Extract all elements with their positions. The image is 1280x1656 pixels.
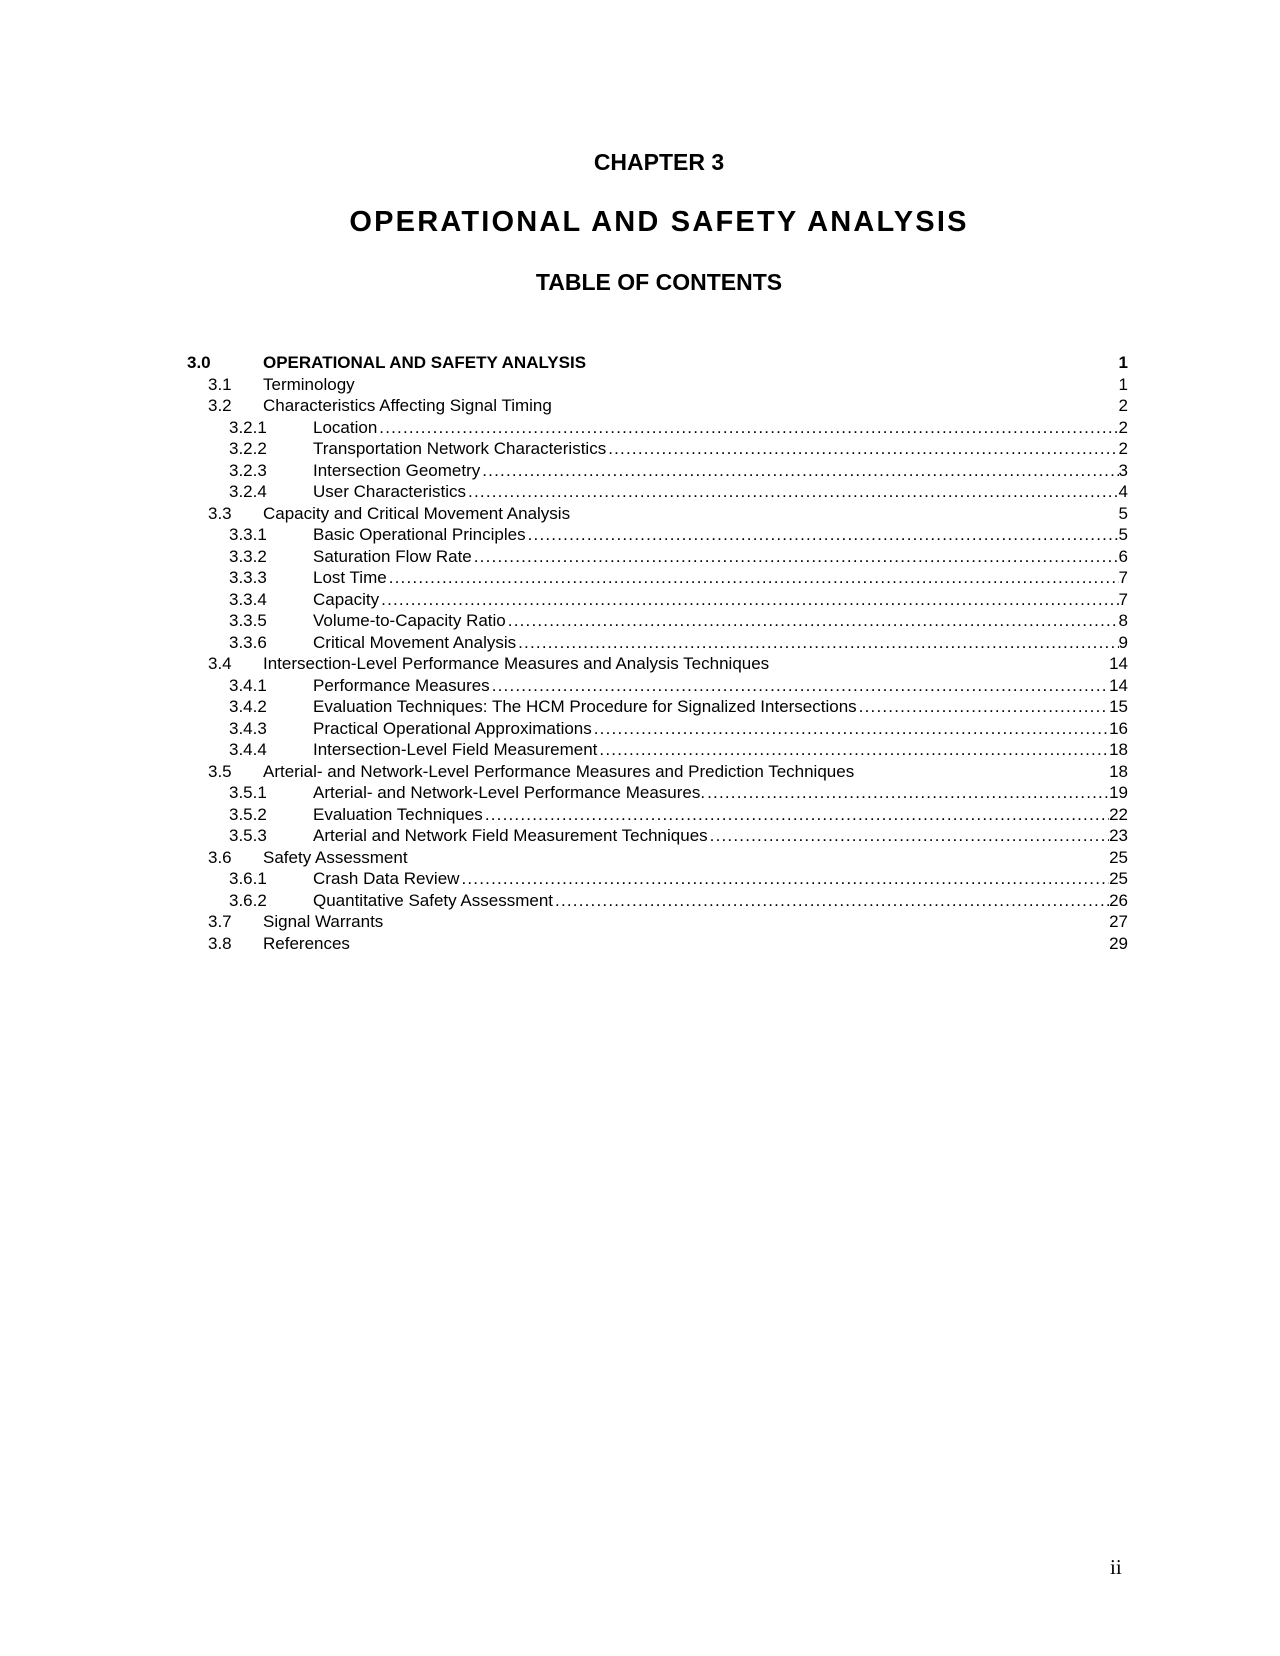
- toc-entry-line: [313, 696, 1128, 718]
- toc-entry-title: Terminology: [263, 374, 355, 394]
- toc-entry-number: 3.2.3: [229, 460, 267, 480]
- toc-entry-title: Crash Data Review: [313, 869, 460, 888]
- toc-leader-dots: [461, 868, 1109, 890]
- toc-entry-number: 3.4.4: [229, 740, 267, 759]
- toc-entry-line: [313, 782, 1128, 804]
- toc-leader-dots: [482, 460, 1118, 482]
- toc-entry[interactable]: [187, 761, 1128, 783]
- toc-entry-number: 3.7: [208, 912, 232, 931]
- toc-entry[interactable]: [187, 632, 1128, 654]
- toc-entry-line: [313, 739, 1128, 761]
- toc-leader-dots: [707, 782, 1109, 804]
- toc-leader-dots: [599, 739, 1109, 761]
- toc-entry-page: 29: [1109, 933, 1128, 953]
- toc-leader-dots: [508, 610, 1119, 632]
- toc-entry-number: 3.6.1: [229, 869, 267, 888]
- toc-entry[interactable]: [187, 417, 1128, 439]
- toc-entry-number: 3.3.2: [229, 546, 267, 566]
- toc-entry-page: 2: [1118, 439, 1128, 458]
- toc-entry-number: 3.6: [208, 847, 232, 867]
- toc-entry[interactable]: [187, 868, 1128, 890]
- toc-entry-line: [313, 481, 1128, 503]
- toc-entry-number: 3.2.4: [229, 482, 267, 501]
- toc-entry-title: Arterial and Network Field Measurement Techniques: [313, 826, 708, 845]
- toc-entry-page: 2: [1118, 396, 1128, 415]
- toc-entry[interactable]: [187, 481, 1128, 503]
- toc-leader-dots: [608, 438, 1118, 460]
- toc-entry-page: 14: [1109, 675, 1128, 695]
- toc-entry-page: 22: [1109, 804, 1128, 824]
- toc-entry-title: User Characteristics: [313, 482, 467, 501]
- toc-entry-line: [313, 460, 1128, 482]
- toc-entry-title: Evaluation Techniques: [313, 804, 483, 824]
- toc-entry-title: Evaluation Techniques: The HCM Procedure for Signalized Intersections: [313, 697, 857, 716]
- toc-entry-page: 25: [1109, 847, 1128, 867]
- page-number: ii: [1110, 1555, 1122, 1579]
- toc-entry[interactable]: [187, 374, 1128, 396]
- toc-entry-page: 18: [1109, 740, 1128, 759]
- toc-entry-number: 3.6.2: [229, 890, 267, 910]
- toc-leader-dots: [381, 589, 1118, 611]
- toc-entry[interactable]: [187, 546, 1128, 568]
- toc-entry-line: [313, 718, 1128, 740]
- toc-entry-line: [313, 438, 1128, 460]
- toc-entry-title: Arterial- and Network-Level Performance Measures.: [313, 783, 706, 802]
- toc-entry-title: Capacity: [313, 589, 380, 609]
- toc-entry-line: [313, 417, 1128, 439]
- toc-entry-title: Lost Time: [313, 568, 387, 587]
- toc-entry-page: 1: [1118, 353, 1128, 372]
- toc-entry-page: 15: [1109, 697, 1128, 716]
- toc-entry-number: 3.4.2: [229, 697, 267, 716]
- toc-entry[interactable]: [187, 503, 1128, 525]
- toc-entry[interactable]: [187, 589, 1128, 611]
- toc-entry-title: Saturation Flow Rate: [313, 546, 472, 566]
- toc-entry-page: 9: [1118, 632, 1128, 652]
- toc-leader-dots: [528, 524, 1119, 546]
- toc-entry-title: Capacity and Critical Movement Analysis: [263, 503, 571, 523]
- toc-leader-dots: [710, 825, 1109, 847]
- toc-entry-title: Volume-to-Capacity Ratio: [313, 611, 506, 630]
- toc-entry-page: 14: [1109, 654, 1128, 673]
- toc-entry-title: OPERATIONAL AND SAFETY ANALYSIS: [263, 353, 587, 372]
- toc-entry[interactable]: [187, 890, 1128, 912]
- toc-leader-dots: [555, 890, 1109, 912]
- table-of-contents: [187, 352, 1128, 954]
- toc-entry-line: [313, 610, 1128, 632]
- toc-leader-dots: [474, 546, 1119, 568]
- toc-entry-page: 7: [1118, 589, 1128, 609]
- toc-entry-number: 3.3.1: [229, 525, 267, 544]
- toc-entry-line: [313, 567, 1128, 589]
- toc-entry-page: 25: [1109, 869, 1128, 888]
- toc-entry-number: 3.0: [187, 353, 211, 372]
- toc-entry-title: Critical Movement Analysis: [313, 632, 517, 652]
- toc-entry[interactable]: [187, 352, 1128, 374]
- toc-leader-dots: [518, 632, 1118, 654]
- toc-leader-dots: [468, 481, 1118, 503]
- toc-entry-line: [313, 524, 1128, 546]
- toc-entry[interactable]: [187, 567, 1128, 589]
- toc-entry-page: 16: [1109, 718, 1128, 738]
- toc-entry-page: 5: [1118, 525, 1128, 544]
- toc-entry-title: Practical Operational Approximations: [313, 718, 592, 738]
- toc-entry[interactable]: [187, 782, 1128, 804]
- toc-entry[interactable]: [187, 610, 1128, 632]
- toc-leader-dots: [485, 804, 1109, 826]
- toc-entry-number: 3.4: [208, 654, 232, 673]
- toc-entry[interactable]: [187, 718, 1128, 740]
- toc-entry-number: 3.2: [208, 396, 232, 415]
- toc-entry-page: 1: [1118, 374, 1128, 394]
- toc-entry[interactable]: [187, 804, 1128, 826]
- toc-entry-title: Arterial- and Network-Level Performance Measures and Prediction Techniques: [263, 761, 855, 781]
- toc-entry-title: References: [263, 933, 350, 953]
- toc-entry-title: Quantitative Safety Assessment: [313, 890, 554, 910]
- document-title: OPERATIONAL AND SAFETY ANALYSIS: [349, 206, 969, 238]
- toc-entry-page: 23: [1109, 826, 1128, 845]
- toc-entry-page: 18: [1109, 761, 1128, 781]
- toc-entry[interactable]: [187, 524, 1128, 546]
- toc-entry-page: 4: [1118, 482, 1128, 501]
- toc-entry-page: 3: [1118, 460, 1128, 480]
- toc-entry-title: Location: [313, 417, 378, 437]
- toc-entry-line: [313, 890, 1128, 912]
- toc-entry-line: [313, 868, 1128, 890]
- toc-entry-number: 3.3.5: [229, 611, 267, 630]
- toc-entry[interactable]: [187, 675, 1128, 697]
- toc-entry[interactable]: [187, 739, 1128, 761]
- toc-entry-page: 27: [1109, 912, 1128, 931]
- toc-entry-title: Intersection-Level Performance Measures and Analysis Techniques: [263, 654, 770, 673]
- toc-entry-title: Signal Warrants: [263, 912, 384, 931]
- toc-entry-title: Intersection-Level Field Measurement: [313, 740, 598, 759]
- toc-entry-number: 3.4.3: [229, 718, 267, 738]
- toc-heading: TABLE OF CONTENTS: [535, 269, 783, 295]
- toc-entry-title: Safety Assessment: [263, 847, 408, 867]
- toc-entry-number: 3.5.2: [229, 804, 267, 824]
- toc-entry-number: 3.2.1: [229, 417, 267, 437]
- toc-entry-page: 2: [1118, 417, 1128, 437]
- toc-entry[interactable]: [187, 825, 1128, 847]
- toc-entry-number: 3.3: [208, 503, 232, 523]
- toc-entry-page: 7: [1118, 568, 1128, 587]
- toc-entry-number: 3.3.3: [229, 568, 267, 587]
- toc-entry-page: 26: [1109, 890, 1128, 910]
- toc-entry-number: 3.4.1: [229, 675, 267, 695]
- toc-entry-number: 3.5: [208, 761, 232, 781]
- toc-entry[interactable]: [187, 438, 1128, 460]
- toc-entry[interactable]: [187, 911, 1128, 933]
- toc-entry-title: Characteristics Affecting Signal Timing: [263, 396, 552, 415]
- toc-entry-title: Basic Operational Principles: [313, 525, 526, 544]
- toc-entry-page: 5: [1118, 503, 1128, 523]
- toc-entry-number: 3.3.4: [229, 589, 267, 609]
- toc-entry[interactable]: [187, 460, 1128, 482]
- toc-entry-title: Performance Measures: [313, 675, 490, 695]
- toc-entry[interactable]: [187, 653, 1128, 675]
- toc-leader-dots: [859, 696, 1109, 718]
- toc-leader-dots: [379, 417, 1118, 439]
- toc-entry-number: 3.5.1: [229, 783, 267, 802]
- toc-entry-page: 6: [1118, 546, 1128, 566]
- toc-entry-number: 3.5.3: [229, 826, 267, 845]
- toc-entry-line: [313, 546, 1128, 568]
- toc-entry-title: Transportation Network Characteristics: [313, 439, 607, 458]
- toc-entry-number: 3.1: [208, 374, 232, 394]
- toc-entry-number: 3.8: [208, 933, 232, 953]
- toc-entry-number: 3.3.6: [229, 632, 267, 652]
- toc-entry[interactable]: [187, 847, 1128, 869]
- toc-entry-line: [313, 825, 1128, 847]
- toc-entry-line: [313, 632, 1128, 654]
- toc-leader-dots: [389, 567, 1119, 589]
- toc-entry-page: 8: [1118, 611, 1128, 630]
- toc-entry-line: [313, 589, 1128, 611]
- toc-entry-line: [313, 804, 1128, 826]
- toc-entry[interactable]: [187, 933, 1128, 955]
- toc-leader-dots: [492, 675, 1109, 697]
- toc-entry-line: [313, 675, 1128, 697]
- toc-entry[interactable]: [187, 696, 1128, 718]
- chapter-label: CHAPTER 3: [593, 149, 725, 175]
- toc-entry[interactable]: [187, 395, 1128, 417]
- toc-entry-number: 3.2.2: [229, 439, 267, 458]
- toc-leader-dots: [594, 718, 1109, 740]
- toc-entry-title: Intersection Geometry: [313, 460, 481, 480]
- toc-entry-page: 19: [1109, 783, 1128, 802]
